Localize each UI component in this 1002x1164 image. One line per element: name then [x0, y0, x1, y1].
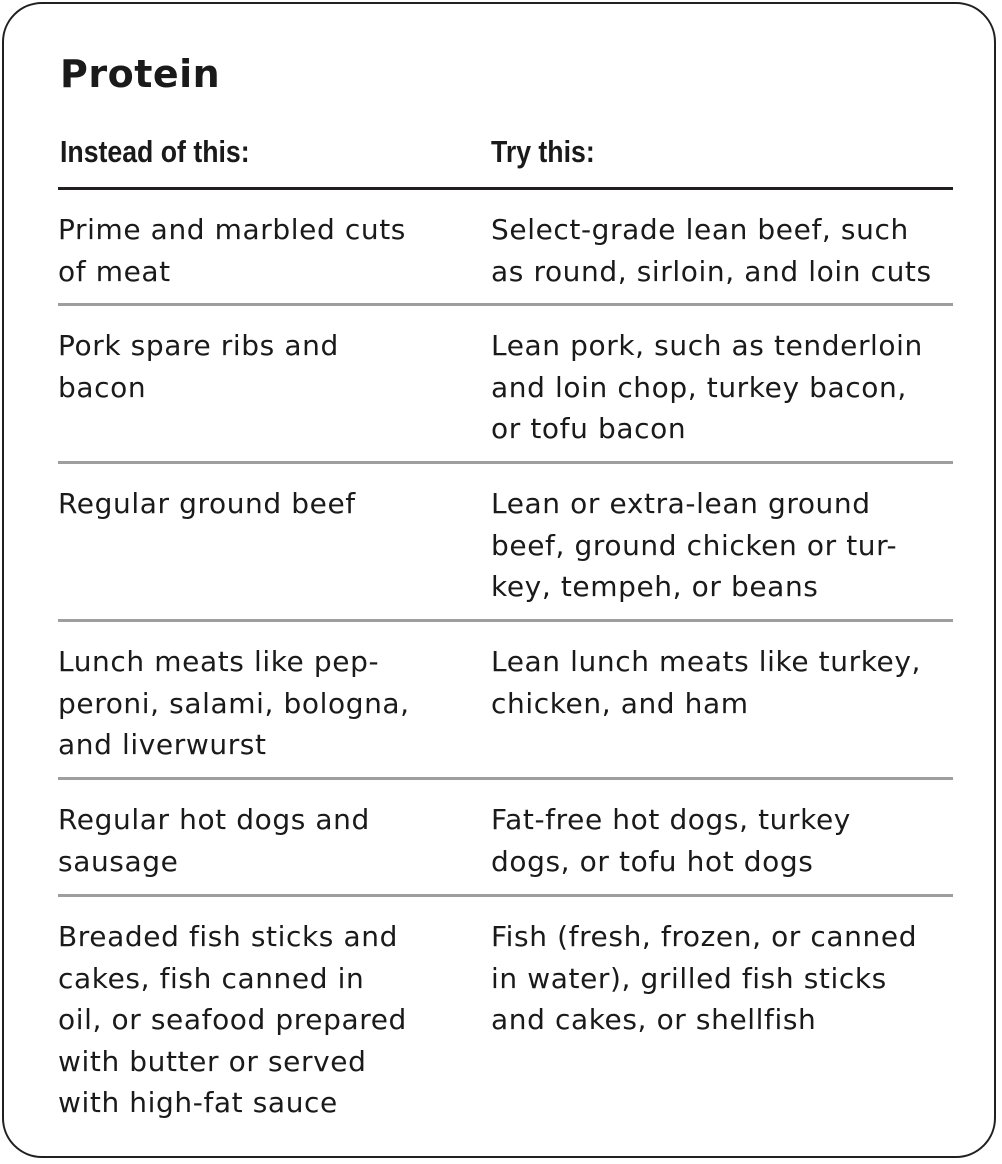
header-instead-of-this: Instead of this:: [60, 134, 250, 169]
cell-instead: Breaded fish sticks and cakes, fish canned in oil, or seafood prepared with butter or served with high-fat sauce: [58, 920, 407, 1119]
cell-try: Lean or extra-lean ground beef, ground chicken or tur- key, tempeh, or beans: [491, 487, 898, 603]
cell-try: Lean lunch meats like turkey, chicken, and ham: [491, 645, 922, 720]
cell-instead: Pork spare ribs and bacon: [58, 329, 339, 404]
protein-swap-card: [2, 2, 996, 1158]
cell-instead: Regular ground beef: [58, 487, 356, 520]
cell-instead: Lunch meats like pep- peroni, salami, bologna, and liverwurst: [58, 645, 410, 761]
table-body: [58, 190, 953, 1137]
cell-instead: Regular hot dogs and sausage: [58, 803, 370, 878]
cell-try: Select-grade lean beef, such as round, sirloin, and loin cuts: [491, 213, 932, 288]
card-title: Protein: [60, 52, 221, 96]
table-row: [58, 190, 953, 306]
table-row: [58, 306, 953, 464]
cell-instead: Prime and marbled cuts of meat: [58, 213, 406, 288]
table-header-row: [58, 132, 953, 190]
table-row: [58, 622, 953, 780]
cell-try: Fat-free hot dogs, turkey dogs, or tofu hot dogs: [491, 803, 851, 878]
cell-try: Fish (fresh, frozen, or canned in water), grilled fish sticks and cakes, or shellfish: [491, 920, 918, 1036]
table-row: [58, 897, 953, 1137]
table-row: [58, 780, 953, 897]
header-try-this: Try this:: [491, 134, 595, 169]
cell-try: Lean pork, such as tenderloin and loin chop, turkey bacon, or tofu bacon: [491, 329, 923, 445]
table-row: [58, 464, 953, 622]
